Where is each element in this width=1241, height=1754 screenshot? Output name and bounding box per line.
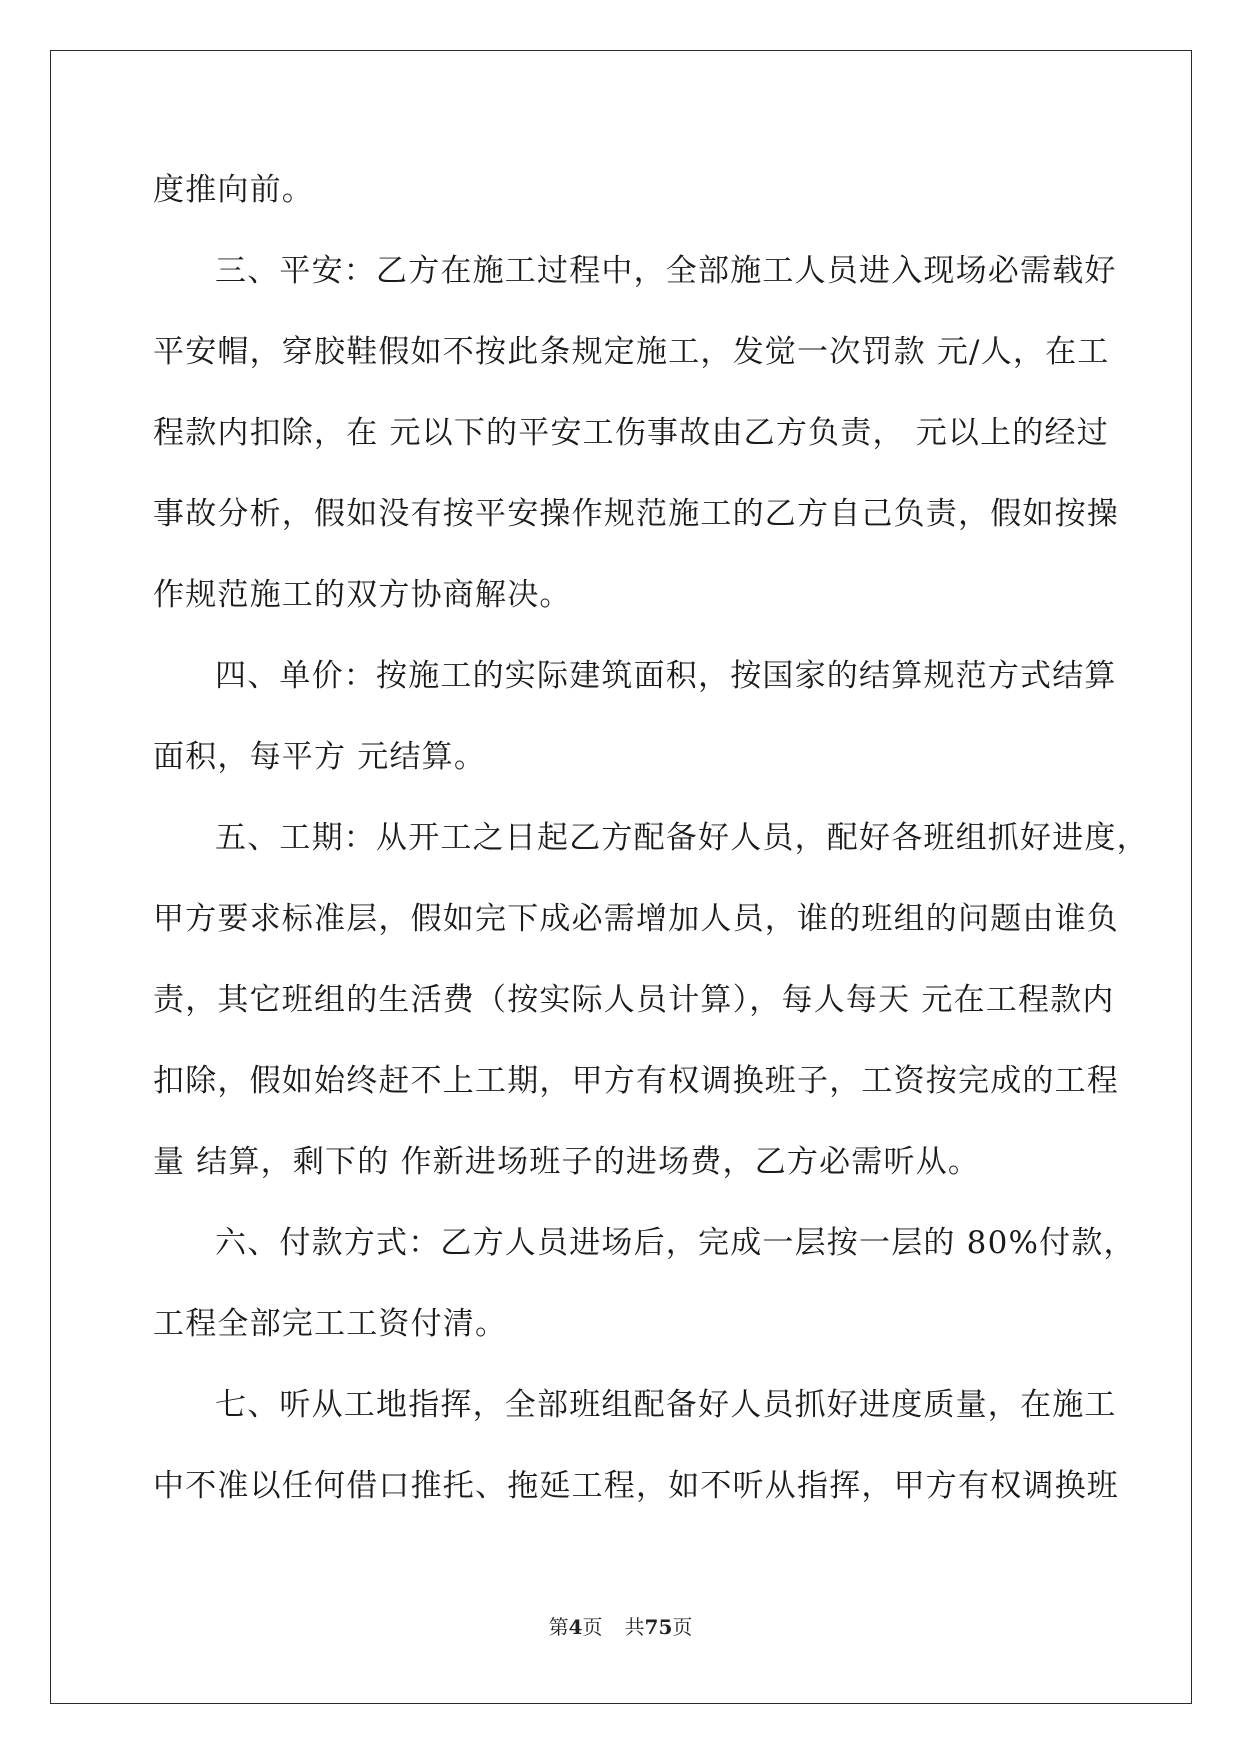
page-number: 4 (568, 1615, 583, 1639)
section-7-line-2: 中不准以任何借口推托、拖延工程，如不听从指挥，甲方有权调换班 (153, 1468, 1119, 1504)
section-3-line-3: 程款内扣除，在 元以下的平安工伤事故由乙方负责， 元以上的经过 (153, 415, 1109, 451)
total-prefix: 共 (624, 1615, 645, 1639)
document-body (153, 155, 1149, 1532)
page-prefix: 第 (548, 1615, 569, 1639)
section-3-line-4: 事故分析，假如没有按平安操作规范施工的乙方自己负责，假如按操 (153, 496, 1119, 532)
section-5-line-2: 甲方要求标准层，假如完下成必需增加人员，谁的班组的问题由谁负 (153, 901, 1119, 937)
section-4-line-1: 四、单价：按施工的实际建筑面积，按国家的结算规范方式结算 (215, 658, 1117, 694)
section-5-line-4: 扣除，假如始终赶不上工期，甲方有权调换班子，工资按完成的工程 (153, 1063, 1119, 1099)
section-3-line-5: 作规范施工的双方协商解决。 (153, 577, 572, 613)
total-pages: 75 (644, 1615, 673, 1639)
page-footer (0, 1612, 1241, 1642)
section-5-line-3: 责，其它班组的生活费（按实际人员计算），每人每天 元在工程款内 (153, 982, 1115, 1018)
body-line: 度推向前。 (153, 172, 314, 208)
section-5-line-1: 五、工期：从开工之日起乙方配备好人员，配好各班组抓好进度， (215, 820, 1149, 856)
section-7-line-1: 七、听从工地指挥，全部班组配备好人员抓好进度质量，在施工 (215, 1387, 1117, 1423)
page-suffix: 页 (582, 1615, 603, 1639)
section-5-line-5: 量 结算，剩下的 作新进场班子的进场费，乙方必需听从。 (153, 1144, 981, 1180)
total-suffix: 页 (672, 1615, 693, 1639)
section-6-line-1: 六、付款方式：乙方人员进场后，完成一层按一层的 80%付款， (215, 1225, 1136, 1261)
section-3-line-2: 平安帽，穿胶鞋假如不按此条规定施工，发觉一次罚款 元/人，在工 (153, 334, 1110, 370)
section-3-line-1: 三、平安：乙方在施工过程中，全部施工人员进入现场必需载好 (215, 253, 1117, 289)
section-4-line-2: 面积，每平方 元结算。 (153, 739, 487, 775)
section-6-line-2: 工程全部完工工资付清。 (153, 1306, 508, 1342)
